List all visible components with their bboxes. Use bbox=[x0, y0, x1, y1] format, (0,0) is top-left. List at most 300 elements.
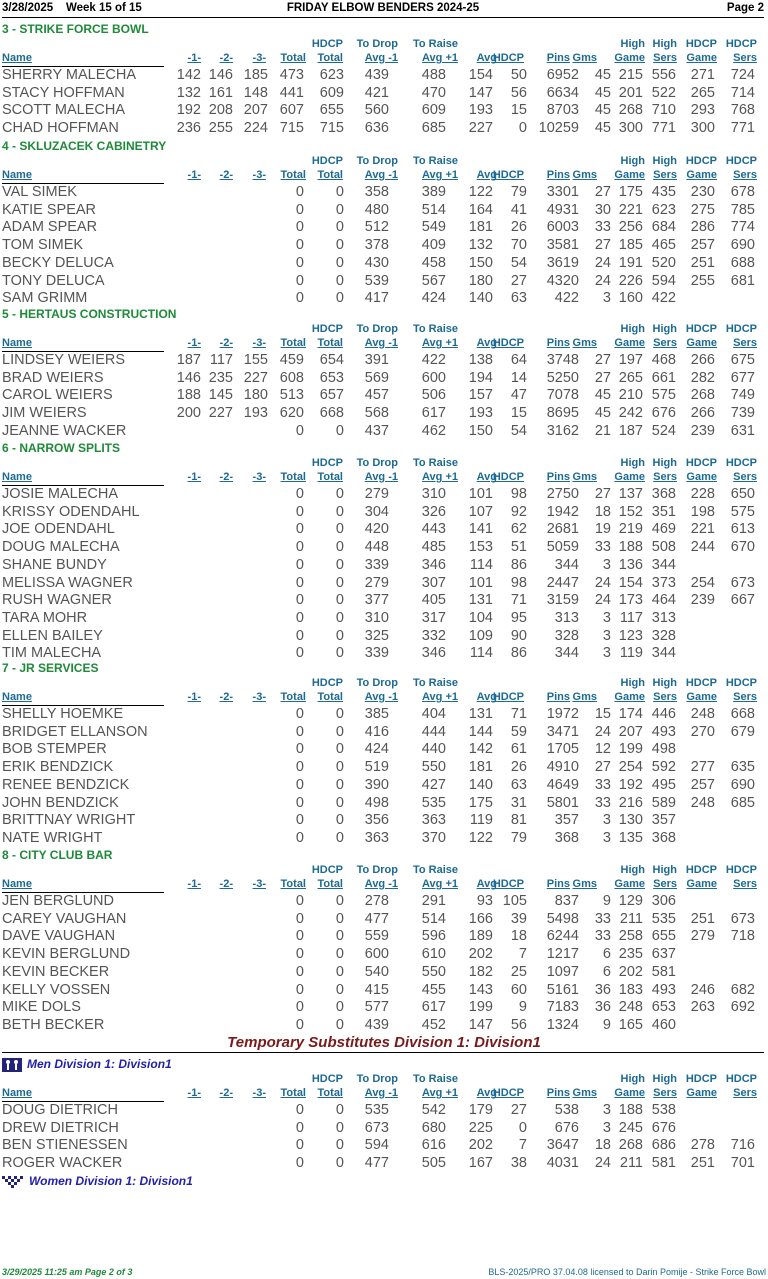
high-series-cell: 368 bbox=[651, 829, 676, 846]
handicap-cell: 25 bbox=[510, 963, 527, 980]
table-row bbox=[0, 982, 768, 1000]
report-header bbox=[2, 1, 764, 18]
hdcp-game-cell: 279 bbox=[690, 928, 715, 945]
series-total-cell: 0 bbox=[295, 503, 304, 520]
pins-cell: 676 bbox=[554, 1119, 579, 1136]
high-game-cell: 221 bbox=[618, 201, 643, 218]
column-label: Avg +1 bbox=[422, 878, 458, 890]
average-cell: 202 bbox=[468, 946, 493, 963]
column-label: High bbox=[652, 155, 677, 167]
column-label: Total bbox=[317, 1087, 343, 1099]
table-row bbox=[0, 1155, 768, 1173]
team-title: 4 - SKLUZACEK CABINETRY bbox=[2, 139, 167, 153]
table-row bbox=[0, 521, 768, 539]
column-label: Name bbox=[2, 169, 32, 181]
player-name: DREW DIETRICH bbox=[2, 1119, 119, 1136]
hdcp-total-cell: 0 bbox=[335, 946, 344, 963]
games-cell: 27 bbox=[594, 369, 611, 386]
player-name: RUSH WAGNER bbox=[2, 592, 112, 609]
player-name: DOUG MALECHA bbox=[2, 539, 120, 556]
table-row bbox=[0, 911, 768, 929]
handicap-cell: 50 bbox=[510, 67, 527, 83]
hdcp-total-cell: 0 bbox=[335, 486, 344, 502]
high-series-cell: 676 bbox=[651, 405, 676, 422]
pins-cell: 4649 bbox=[546, 776, 579, 793]
column-label: Sers bbox=[733, 471, 757, 483]
games-cell: 24 bbox=[594, 272, 611, 289]
game-2-cell: 146 bbox=[208, 67, 233, 83]
to-raise-avg-cell: 310 bbox=[421, 486, 446, 502]
player-name: BRAD WEIERS bbox=[2, 369, 104, 386]
column-label: Sers bbox=[733, 52, 757, 64]
player-name: JOHN BENDZICK bbox=[2, 794, 119, 811]
column-label: Gms bbox=[572, 337, 597, 349]
high-series-cell: 535 bbox=[651, 910, 676, 927]
average-cell: 175 bbox=[468, 794, 493, 811]
pins-cell: 4931 bbox=[546, 201, 579, 218]
to-drop-avg-cell: 457 bbox=[364, 387, 389, 404]
hdcp-series-cell: 673 bbox=[730, 910, 755, 927]
series-total-cell: 0 bbox=[295, 521, 304, 538]
column-label: To Drop bbox=[356, 864, 398, 876]
hdcp-series-cell: 668 bbox=[730, 706, 755, 722]
series-total-cell: 0 bbox=[295, 999, 304, 1016]
hdcp-game-cell: 270 bbox=[690, 723, 715, 740]
games-cell: 33 bbox=[594, 928, 611, 945]
high-series-cell: 446 bbox=[651, 706, 676, 722]
games-cell: 27 bbox=[594, 352, 611, 368]
player-name: SCOTT MALECHA bbox=[2, 102, 126, 119]
games-cell: 33 bbox=[594, 539, 611, 556]
games-cell: 36 bbox=[594, 999, 611, 1016]
to-drop-avg-cell: 498 bbox=[364, 794, 389, 811]
player-name: BOB STEMPER bbox=[2, 741, 107, 758]
hdcp-game-cell: 271 bbox=[690, 67, 715, 83]
to-drop-avg-cell: 358 bbox=[364, 184, 389, 200]
to-drop-avg-cell: 439 bbox=[364, 67, 389, 83]
games-cell: 24 bbox=[594, 574, 611, 591]
hdcp-game-cell: 275 bbox=[690, 201, 715, 218]
games-cell: 36 bbox=[594, 981, 611, 998]
team-title: 7 - JR SERVICES bbox=[2, 661, 99, 675]
to-raise-avg-cell: 307 bbox=[421, 574, 446, 591]
column-label: HDCP bbox=[685, 323, 717, 335]
hdcp-game-cell: 286 bbox=[690, 219, 715, 236]
column-label: Game bbox=[614, 52, 645, 64]
hdcp-total-cell: 0 bbox=[335, 201, 344, 218]
high-series-cell: 508 bbox=[651, 539, 676, 556]
average-cell: 153 bbox=[468, 539, 493, 556]
player-name: BETH BECKER bbox=[2, 1016, 105, 1033]
high-series-cell: 684 bbox=[651, 219, 676, 236]
column-label: Game bbox=[686, 878, 717, 890]
column-label: To Drop bbox=[356, 323, 398, 335]
column-label: Sers bbox=[733, 337, 757, 349]
series-total-cell: 0 bbox=[295, 556, 304, 573]
pins-cell: 8695 bbox=[546, 405, 579, 422]
to-raise-avg-cell: 409 bbox=[421, 237, 446, 254]
column-label: Avg +1 bbox=[422, 337, 458, 349]
handicap-cell: 9 bbox=[518, 999, 527, 1016]
games-cell: 18 bbox=[594, 503, 611, 520]
player-name: LINDSEY WEIERS bbox=[2, 352, 126, 368]
hdcp-series-cell: 681 bbox=[730, 272, 755, 289]
hdcp-game-cell: 268 bbox=[690, 387, 715, 404]
to-drop-avg-cell: 424 bbox=[364, 741, 389, 758]
table-row bbox=[0, 741, 768, 759]
series-total-cell: 0 bbox=[295, 645, 304, 662]
column-label: To Drop bbox=[356, 38, 398, 50]
handicap-cell: 92 bbox=[510, 503, 527, 520]
pins-cell: 7183 bbox=[546, 999, 579, 1016]
high-series-cell: 522 bbox=[651, 84, 676, 101]
table-row bbox=[0, 893, 768, 911]
games-cell: 33 bbox=[594, 794, 611, 811]
column-label: Avg bbox=[476, 691, 497, 703]
to-raise-avg-cell: 549 bbox=[421, 219, 446, 236]
column-label: HDCP bbox=[685, 457, 717, 469]
handicap-cell: 79 bbox=[510, 829, 527, 846]
games-cell: 33 bbox=[594, 219, 611, 236]
pins-cell: 357 bbox=[554, 812, 579, 829]
games-cell: 45 bbox=[594, 84, 611, 101]
series-total-cell: 0 bbox=[295, 592, 304, 609]
pins-cell: 422 bbox=[554, 290, 579, 307]
to-raise-avg-cell: 485 bbox=[421, 539, 446, 556]
series-total-cell: 0 bbox=[295, 609, 304, 626]
average-cell: 227 bbox=[468, 120, 493, 137]
games-cell: 3 bbox=[602, 556, 611, 573]
pins-cell: 2447 bbox=[546, 574, 579, 591]
average-cell: 143 bbox=[468, 981, 493, 998]
series-total-cell: 0 bbox=[295, 1102, 304, 1118]
average-cell: 109 bbox=[468, 627, 493, 644]
column-label: HDCP bbox=[725, 323, 757, 335]
handicap-cell: 15 bbox=[510, 405, 527, 422]
high-game-cell: 123 bbox=[618, 627, 643, 644]
column-label: HDCP bbox=[725, 1073, 757, 1085]
hdcp-total-cell: 0 bbox=[335, 503, 344, 520]
high-series-cell: 468 bbox=[651, 352, 676, 368]
women-division-text: Women Division 1: Division1 bbox=[29, 1174, 193, 1188]
hdcp-total-cell: 0 bbox=[335, 290, 344, 307]
to-raise-avg-cell: 422 bbox=[421, 352, 446, 368]
to-drop-avg-cell: 356 bbox=[364, 812, 389, 829]
average-cell: 122 bbox=[468, 184, 493, 200]
average-cell: 140 bbox=[468, 776, 493, 793]
column-label: Game bbox=[686, 471, 717, 483]
average-cell: 182 bbox=[468, 963, 493, 980]
handicap-cell: 95 bbox=[510, 609, 527, 626]
to-raise-avg-cell: 567 bbox=[421, 272, 446, 289]
high-series-cell: 464 bbox=[651, 592, 676, 609]
games-cell: 6 bbox=[602, 963, 611, 980]
high-series-cell: 469 bbox=[651, 521, 676, 538]
hdcp-series-cell: 631 bbox=[730, 422, 755, 439]
column-label: HDCP bbox=[311, 323, 343, 335]
series-total-cell: 0 bbox=[295, 829, 304, 846]
to-drop-avg-cell: 568 bbox=[364, 405, 389, 422]
substitutes-title: Temporary Substitutes Division 1: Division1 bbox=[227, 1034, 541, 1051]
column-label: -3- bbox=[252, 52, 266, 64]
column-label: To Raise bbox=[412, 864, 458, 876]
to-raise-avg-cell: 427 bbox=[421, 776, 446, 793]
high-series-cell: 368 bbox=[651, 486, 676, 502]
column-label: HDCP bbox=[685, 864, 717, 876]
hdcp-total-cell: 0 bbox=[335, 1155, 344, 1172]
player-name: SHANE BUNDY bbox=[2, 556, 107, 573]
hdcp-game-cell: 248 bbox=[690, 706, 715, 722]
pins-cell: 1324 bbox=[546, 1016, 579, 1033]
hdcp-total-cell: 0 bbox=[335, 741, 344, 758]
column-label: HDCP bbox=[725, 155, 757, 167]
hdcp-game-cell: 228 bbox=[690, 486, 715, 502]
to-drop-avg-cell: 673 bbox=[364, 1119, 389, 1136]
to-drop-avg-cell: 391 bbox=[364, 352, 389, 368]
pins-cell: 5161 bbox=[546, 981, 579, 998]
men-division-label bbox=[2, 1057, 172, 1072]
to-drop-avg-cell: 420 bbox=[364, 521, 389, 538]
high-game-cell: 187 bbox=[618, 422, 643, 439]
high-series-cell: 594 bbox=[651, 272, 676, 289]
column-label: Pins bbox=[546, 52, 570, 64]
column-label: Gms bbox=[572, 471, 597, 483]
high-game-cell: 210 bbox=[618, 387, 643, 404]
high-game-cell: 160 bbox=[618, 290, 643, 307]
average-cell: 142 bbox=[468, 741, 493, 758]
pins-cell: 6003 bbox=[546, 219, 579, 236]
column-label: Name bbox=[2, 878, 32, 890]
to-raise-avg-cell: 550 bbox=[421, 759, 446, 776]
games-cell: 24 bbox=[594, 254, 611, 271]
high-game-cell: 174 bbox=[618, 706, 643, 722]
games-cell: 3 bbox=[602, 1102, 611, 1118]
column-label: HDCP bbox=[492, 337, 524, 349]
to-drop-avg-cell: 539 bbox=[364, 272, 389, 289]
column-label: High bbox=[652, 457, 677, 469]
games-cell: 3 bbox=[602, 812, 611, 829]
table-row bbox=[0, 539, 768, 557]
average-cell: 114 bbox=[469, 645, 493, 662]
column-label: Gms bbox=[572, 52, 597, 64]
average-cell: 107 bbox=[468, 503, 493, 520]
hdcp-total-cell: 0 bbox=[335, 794, 344, 811]
to-drop-avg-cell: 279 bbox=[364, 486, 389, 502]
high-game-cell: 154 bbox=[618, 574, 643, 591]
high-game-cell: 226 bbox=[618, 272, 643, 289]
high-series-cell: 575 bbox=[651, 387, 676, 404]
column-label: Sers bbox=[653, 1087, 677, 1099]
to-drop-avg-cell: 569 bbox=[364, 369, 389, 386]
column-label: HDCP bbox=[492, 691, 524, 703]
column-label: -2- bbox=[219, 169, 233, 181]
to-raise-avg-cell: 685 bbox=[421, 120, 446, 137]
column-label: Avg -1 bbox=[364, 52, 398, 64]
hdcp-total-cell: 0 bbox=[335, 592, 344, 609]
high-game-cell: 191 bbox=[618, 254, 643, 271]
to-raise-avg-cell: 505 bbox=[421, 1155, 446, 1172]
hdcp-series-cell: 613 bbox=[730, 521, 755, 538]
average-cell: 194 bbox=[468, 369, 493, 386]
hdcp-series-cell: 716 bbox=[730, 1137, 755, 1154]
games-cell: 24 bbox=[594, 723, 611, 740]
hdcp-series-cell: 673 bbox=[730, 574, 755, 591]
substitutes-divider bbox=[2, 1052, 764, 1053]
hdcp-total-cell: 0 bbox=[335, 963, 344, 980]
average-cell: 150 bbox=[468, 254, 493, 271]
column-label: Sers bbox=[653, 169, 677, 181]
average-cell: 202 bbox=[468, 1137, 493, 1154]
series-total-cell: 0 bbox=[295, 706, 304, 722]
column-label: HDCP bbox=[685, 38, 717, 50]
column-label: High bbox=[620, 1073, 645, 1085]
table-row bbox=[0, 759, 768, 777]
pins-cell: 328 bbox=[554, 627, 579, 644]
series-total-cell: 0 bbox=[295, 723, 304, 740]
to-drop-avg-cell: 600 bbox=[364, 946, 389, 963]
column-label: High bbox=[652, 38, 677, 50]
high-game-cell: 258 bbox=[618, 928, 643, 945]
to-drop-avg-cell: 363 bbox=[364, 829, 389, 846]
hdcp-game-cell: 300 bbox=[690, 120, 715, 137]
high-series-cell: 661 bbox=[651, 369, 676, 386]
table-row bbox=[0, 184, 768, 202]
high-game-cell: 245 bbox=[618, 1119, 643, 1136]
column-label: Total bbox=[280, 471, 306, 483]
column-label: Name bbox=[2, 471, 32, 483]
column-label: HDCP bbox=[725, 457, 757, 469]
game-3-cell: 224 bbox=[243, 120, 268, 137]
average-cell: 119 bbox=[469, 812, 493, 829]
hdcp-total-cell: 0 bbox=[335, 706, 344, 722]
high-series-cell: 538 bbox=[651, 1102, 676, 1118]
to-drop-avg-cell: 430 bbox=[364, 254, 389, 271]
handicap-cell: 60 bbox=[510, 981, 527, 998]
hdcp-total-cell: 0 bbox=[335, 928, 344, 945]
high-series-cell: 351 bbox=[651, 503, 676, 520]
pins-cell: 538 bbox=[554, 1102, 579, 1118]
to-raise-avg-cell: 600 bbox=[421, 369, 446, 386]
pins-cell: 1972 bbox=[546, 706, 579, 722]
average-cell: 189 bbox=[468, 928, 493, 945]
hdcp-total-cell: 0 bbox=[335, 521, 344, 538]
to-drop-avg-cell: 477 bbox=[364, 910, 389, 927]
high-game-cell: 216 bbox=[618, 794, 643, 811]
series-total-cell: 607 bbox=[279, 102, 304, 119]
report-date-week: 3/28/2025 Week 15 of 15 bbox=[2, 2, 142, 14]
series-total-cell: 0 bbox=[295, 272, 304, 289]
high-series-cell: 710 bbox=[651, 102, 676, 119]
high-series-cell: 524 bbox=[651, 422, 676, 439]
column-label: Gms bbox=[572, 691, 597, 703]
to-drop-avg-cell: 519 bbox=[364, 759, 389, 776]
column-label: HDCP bbox=[685, 155, 717, 167]
to-raise-avg-cell: 444 bbox=[421, 723, 446, 740]
column-label: Sers bbox=[653, 471, 677, 483]
column-label: Avg -1 bbox=[364, 878, 398, 890]
to-drop-avg-cell: 377 bbox=[364, 592, 389, 609]
column-label: -3- bbox=[252, 1087, 266, 1099]
player-name: MELISSA WAGNER bbox=[2, 574, 133, 591]
to-raise-avg-cell: 596 bbox=[421, 928, 446, 945]
hdcp-series-cell: 670 bbox=[730, 539, 755, 556]
average-cell: 166 bbox=[468, 910, 493, 927]
game-3-cell: 207 bbox=[243, 102, 268, 119]
hdcp-series-cell: 714 bbox=[730, 84, 755, 101]
handicap-cell: 86 bbox=[510, 556, 527, 573]
hdcp-total-cell: 0 bbox=[335, 812, 344, 829]
average-cell: 101 bbox=[468, 486, 493, 502]
column-label: Game bbox=[686, 1087, 717, 1099]
average-cell: 93 bbox=[476, 893, 493, 909]
column-label: Avg bbox=[476, 1087, 497, 1099]
hdcp-total-cell: 0 bbox=[335, 254, 344, 271]
average-cell: 141 bbox=[468, 521, 493, 538]
table-row bbox=[0, 706, 768, 724]
hdcp-total-cell: 0 bbox=[335, 1016, 344, 1033]
to-drop-avg-cell: 439 bbox=[364, 1016, 389, 1033]
hdcp-game-cell: 239 bbox=[690, 592, 715, 609]
to-raise-avg-cell: 458 bbox=[421, 254, 446, 271]
player-name: BEN STIENESSEN bbox=[2, 1137, 128, 1154]
game-2-cell: 117 bbox=[209, 352, 233, 368]
high-game-cell: 188 bbox=[618, 1102, 643, 1118]
column-label: Sers bbox=[733, 169, 757, 181]
hdcp-game-cell: 257 bbox=[690, 237, 715, 254]
handicap-cell: 14 bbox=[510, 369, 527, 386]
handicap-cell: 59 bbox=[510, 723, 527, 740]
high-game-cell: 129 bbox=[618, 893, 643, 909]
series-total-cell: 0 bbox=[295, 928, 304, 945]
high-series-cell: 686 bbox=[651, 1137, 676, 1154]
hdcp-series-cell: 701 bbox=[730, 1155, 755, 1172]
column-label: Pins bbox=[546, 878, 570, 890]
column-label: -3- bbox=[252, 878, 266, 890]
handicap-cell: 86 bbox=[510, 645, 527, 662]
column-label: Sers bbox=[733, 878, 757, 890]
column-label: Gms bbox=[572, 1087, 597, 1099]
high-series-cell: 556 bbox=[651, 67, 676, 83]
hdcp-game-cell: 251 bbox=[690, 910, 715, 927]
column-label: -2- bbox=[219, 337, 233, 349]
pins-cell: 344 bbox=[554, 556, 579, 573]
to-raise-avg-cell: 680 bbox=[421, 1119, 446, 1136]
to-raise-avg-cell: 617 bbox=[421, 405, 446, 422]
average-cell: 225 bbox=[468, 1119, 493, 1136]
table-row bbox=[0, 102, 768, 120]
hdcp-total-cell: 0 bbox=[335, 759, 344, 776]
men-bowler-icon bbox=[2, 1058, 22, 1072]
game-3-cell: 193 bbox=[243, 405, 268, 422]
column-label: Avg -1 bbox=[364, 471, 398, 483]
high-series-cell: 344 bbox=[651, 645, 676, 662]
hdcp-game-cell: 230 bbox=[690, 184, 715, 200]
game-1-cell: 146 bbox=[176, 369, 201, 386]
high-game-cell: 137 bbox=[618, 486, 643, 502]
column-label: HDCP bbox=[311, 155, 343, 167]
games-cell: 9 bbox=[602, 1016, 611, 1033]
to-drop-avg-cell: 304 bbox=[364, 503, 389, 520]
average-cell: 181 bbox=[468, 759, 493, 776]
games-cell: 33 bbox=[594, 910, 611, 927]
handicap-cell: 39 bbox=[510, 910, 527, 927]
high-series-cell: 460 bbox=[651, 1016, 676, 1033]
table-row bbox=[0, 387, 768, 405]
hdcp-total-cell: 655 bbox=[319, 102, 344, 119]
player-name: VAL SIMEK bbox=[2, 184, 77, 200]
games-cell: 30 bbox=[594, 201, 611, 218]
to-drop-avg-cell: 385 bbox=[364, 706, 389, 722]
